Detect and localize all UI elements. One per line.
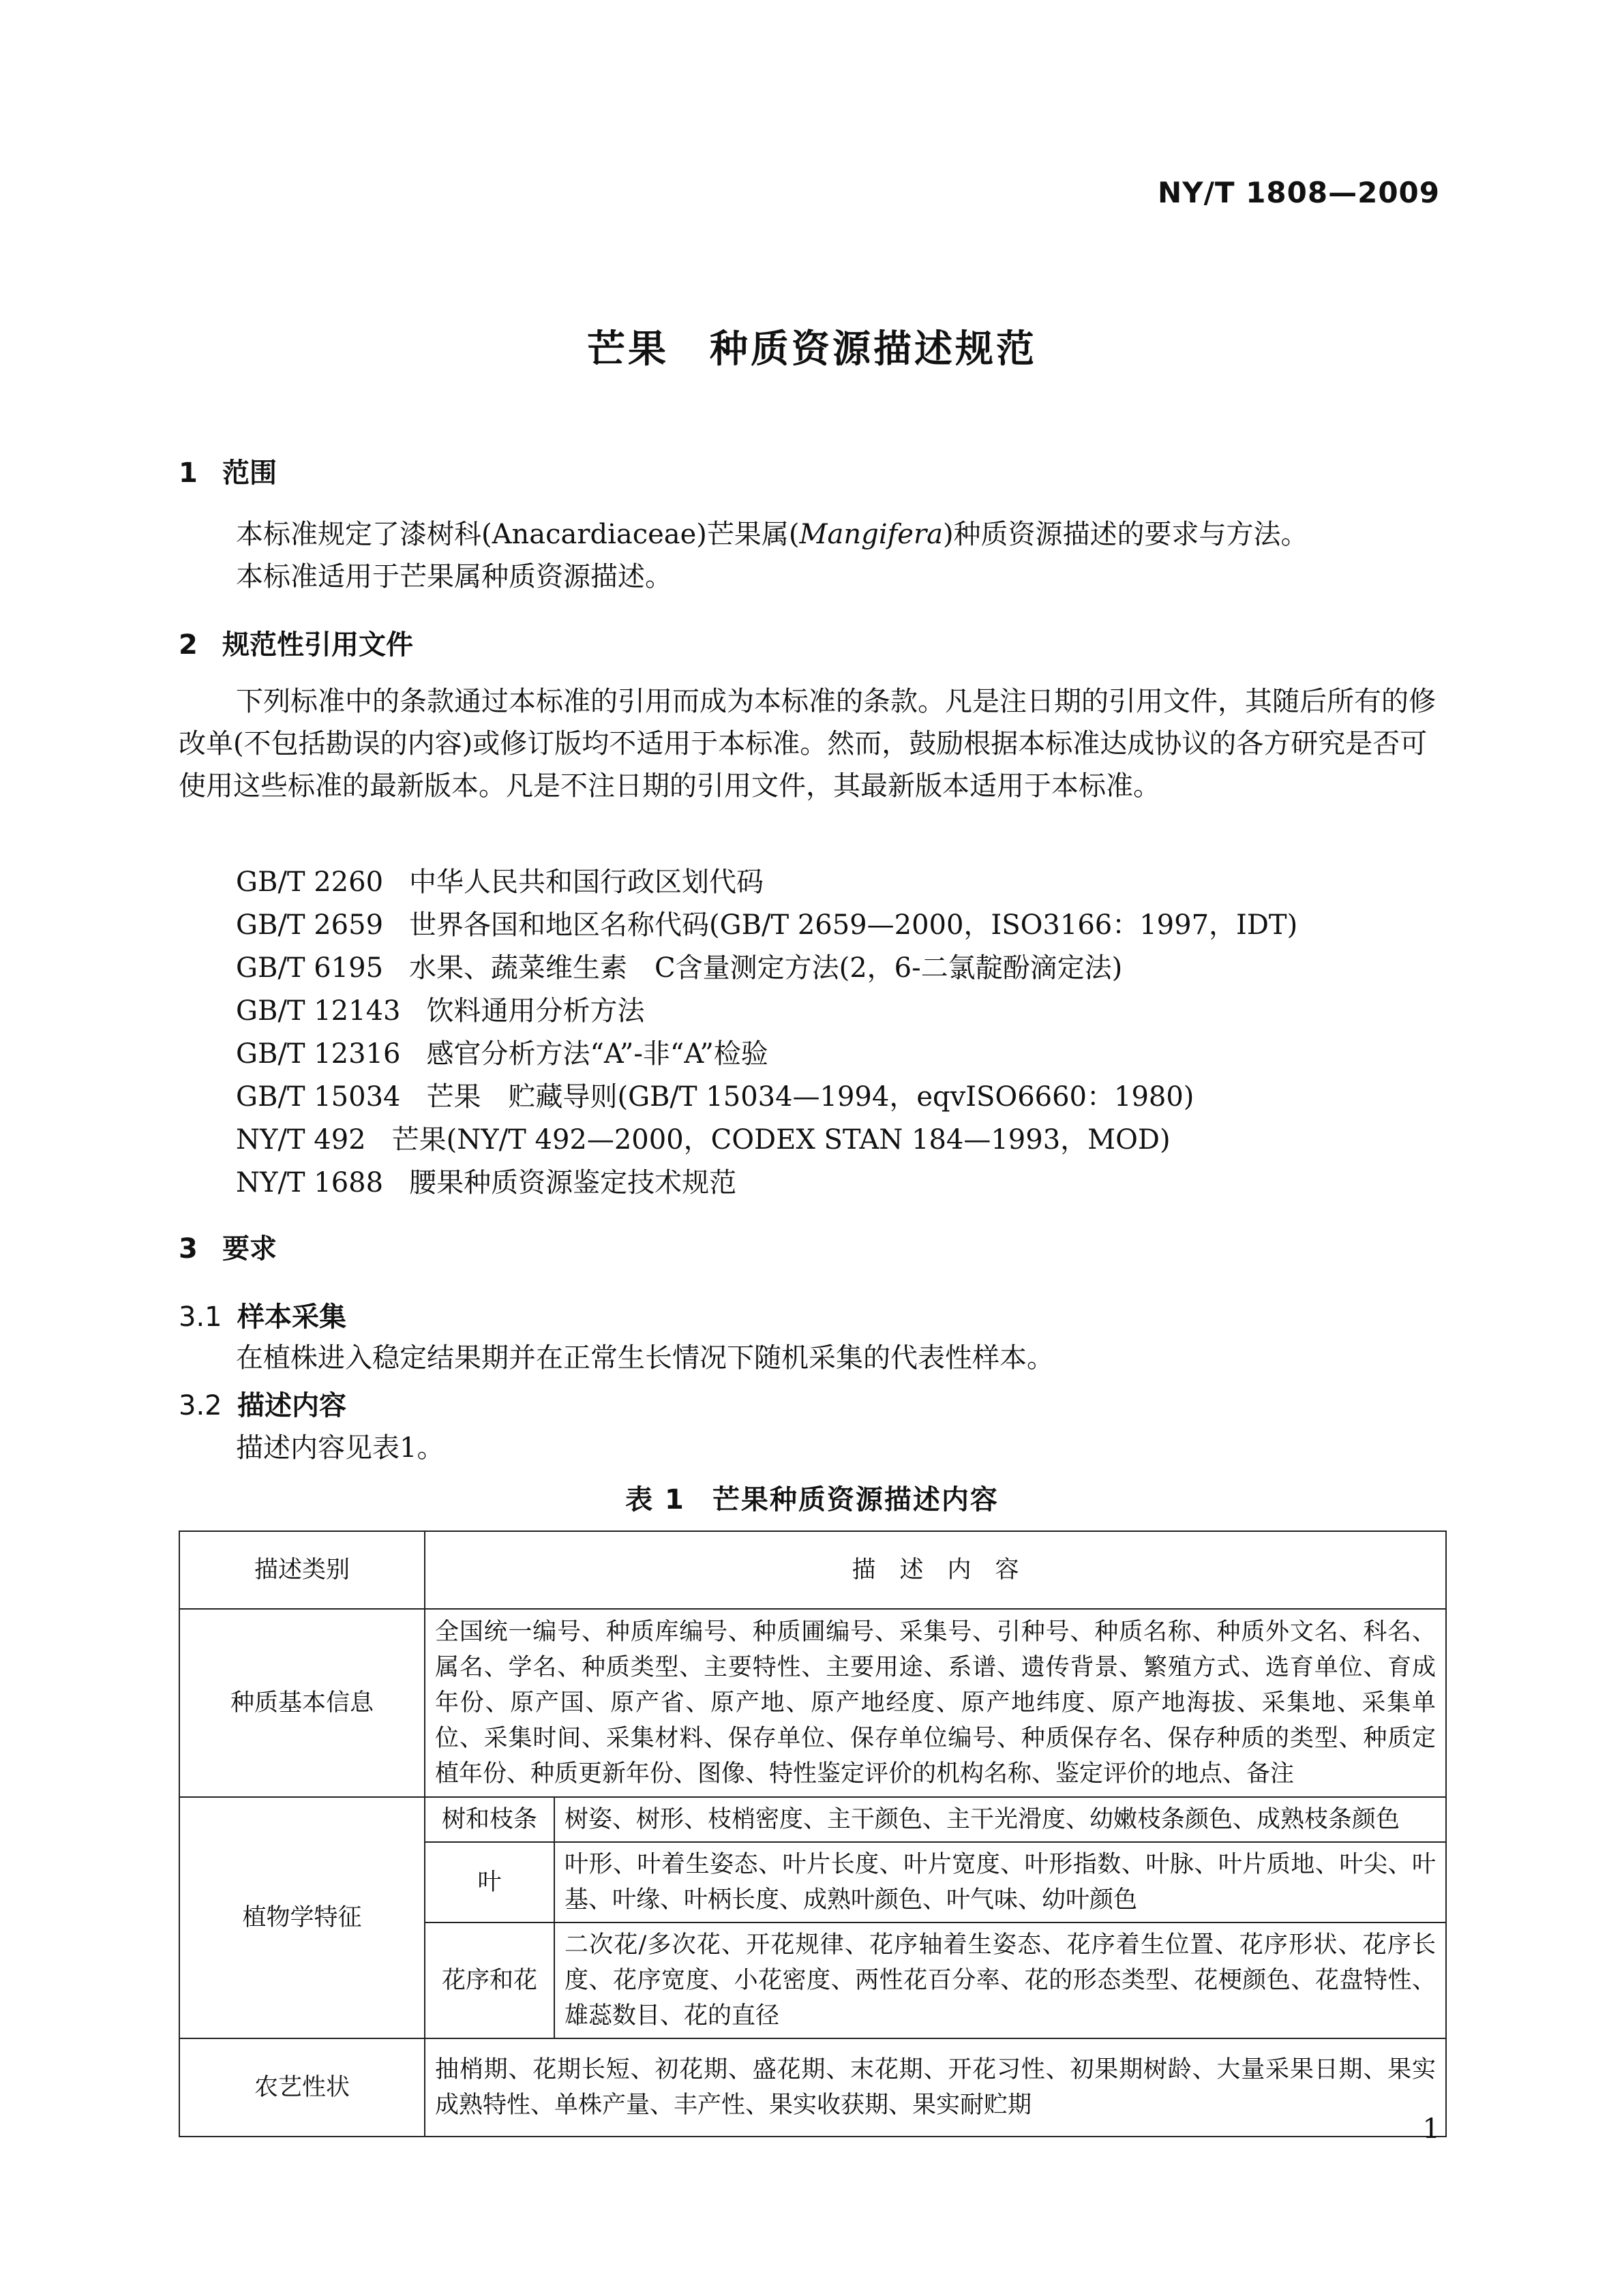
category-cell: 农艺性状 [179, 2038, 425, 2137]
reference-code: NY/T 492 [236, 1124, 366, 1156]
section-number: 3 [179, 1233, 198, 1265]
scope-paragraph-1 [236, 513, 1308, 552]
subsection-title: 描述内容 [237, 1390, 346, 1421]
reference-code: GB/T 6195 [236, 952, 384, 984]
page-number: 1 [1422, 2113, 1440, 2145]
reference-code: GB/T 15034 [236, 1081, 401, 1113]
description-text: 描述内容见表1。 [236, 1432, 445, 1464]
reference-item [236, 946, 1122, 985]
section-3-2-heading [179, 1384, 346, 1423]
content-cell: 抽梢期、花期长短、初花期、盛花期、末花期、开花习性、初果期树龄、大量采果日期、果实成熟特性、单株产量、丰产性、果实收获期、果实耐贮期 [425, 2038, 1446, 2137]
reference-code: NY/T 1688 [236, 1167, 384, 1198]
reference-title: 芒果(NY/T 492—2000，CODEX STAN 184—1993，MOD) [391, 1124, 1171, 1156]
subsection-title: 样本采集 [237, 1301, 346, 1333]
content-cell: 二次花/多次花、开花规律、花序轴着生姿态、花序着生位置、花序形状、花序长度、花序宽度、小花密度、两性花百分率、花的形态类型、花梗颜色、花盘特性、雄蕊数目、花的直径 [554, 1922, 1446, 2038]
reference-title: 世界各国和地区名称代码(GB/T 2659—2000，ISO3166：1997，IDT) [409, 909, 1298, 941]
subsection-number: 3.1 [179, 1301, 222, 1333]
section-2-heading [179, 623, 413, 662]
table-row [179, 2038, 1446, 2137]
reference-item [236, 1032, 768, 1071]
section-title: 范围 [222, 457, 277, 489]
reference-code: GB/T 12316 [236, 1038, 401, 1070]
reference-item [236, 1161, 736, 1200]
reference-code: GB/T 12143 [236, 995, 401, 1027]
subcategory-cell: 花序和花 [425, 1922, 554, 2038]
reference-item [236, 860, 764, 899]
standard-number: NY/T 1808—2009 [1158, 176, 1440, 209]
content-cell: 树姿、树形、枝梢密度、主干颜色、主干光滑度、幼嫩枝条颜色、成熟枝条颜色 [554, 1797, 1446, 1842]
scope-paragraph-2: 本标准适用于芒果属种质资源描述。 [236, 561, 672, 592]
section-3-heading [179, 1227, 277, 1266]
descriptor-table [179, 1530, 1447, 2137]
subsection-number: 3.2 [179, 1390, 222, 1421]
content-cell: 全国统一编号、种质库编号、种质圃编号、采集号、引种号、种质名称、种质外文名、科名、属名、学名、种质类型、主要特性、主要用途、系谱、遗传背景、繁殖方式、选育单位、育成年份、原产国、原产省、原产地、原产地经度、原产地纬度、原产地海拔、采集地、采集单位、采集时间、采集材料、保存单位、保存单位编号、种质保存名、保存种质的类型、种质定植年份、种质更新年份、图像、特性鉴定评价的机构名称、鉴定评价的地点、备注 [425, 1609, 1446, 1797]
reference-title: 水果、蔬菜维生素 C含量测定方法(2，6-二氯靛酚滴定法) [409, 952, 1123, 984]
reference-item [236, 903, 1297, 942]
table-row [179, 1797, 1446, 1842]
reference-code: GB/T 2659 [236, 909, 384, 941]
reference-title: 感官分析方法“A”-非“A”检验 [426, 1038, 768, 1070]
references-intro [179, 680, 1447, 807]
scope-text-end: )种质资源描述的要求与方法。 [942, 519, 1308, 550]
title-part-1: 芒果 [587, 327, 669, 372]
table-row [179, 1609, 1446, 1797]
section-title: 要求 [222, 1233, 277, 1265]
table-header-row [179, 1531, 1446, 1609]
section-title: 规范性引用文件 [222, 629, 413, 661]
section-number: 1 [179, 457, 198, 489]
table-caption-label: 表 1 [625, 1484, 685, 1516]
reference-title: 中华人民共和国行政区划代码 [409, 866, 764, 898]
document-title [0, 319, 1624, 374]
reference-item [236, 989, 644, 1028]
reference-code: GB/T 2260 [236, 866, 384, 898]
section-3-1-heading [179, 1295, 346, 1334]
header-content: 描 述 内 容 [425, 1531, 1446, 1609]
sampling-text: 在植株进入稳定结果期并在正常生长情况下随机采集的代表性样本。 [236, 1342, 1054, 1374]
content-cell: 叶形、叶着生姿态、叶片长度、叶片宽度、叶形指数、叶脉、叶片质地、叶尖、叶基、叶缘、叶柄长度、成熟叶颜色、叶气味、幼叶颜色 [554, 1842, 1446, 1922]
section-number: 2 [179, 629, 198, 661]
reference-item [236, 1075, 1194, 1114]
reference-item [236, 1118, 1171, 1157]
subcategory-cell: 树和枝条 [425, 1797, 554, 1842]
header-category: 描述类别 [179, 1531, 425, 1609]
category-cell: 植物学特征 [179, 1797, 425, 2038]
reference-title: 芒果 贮藏导则(GB/T 15034—1994，eqvISO6660：1980) [426, 1081, 1194, 1113]
table-caption-title: 芒果种质资源描述内容 [712, 1484, 999, 1516]
title-part-2: 种质资源描述规范 [710, 327, 1037, 372]
table-caption [0, 1478, 1624, 1517]
subcategory-cell: 叶 [425, 1842, 554, 1922]
references-intro-text: 下列标准中的条款通过本标准的引用而成为本标准的条款。凡是注日期的引用文件，其随后所有的修改单(不包括勘误的内容)或修订版均不适用于本标准。然而，鼓励根据本标准达成协议的各方研究是否可使用这些标准的最新版本。凡是不注日期的引用文件，其最新版本适用于本标准。 [179, 686, 1436, 802]
reference-title: 腰果种质资源鉴定技术规范 [409, 1167, 737, 1198]
category-cell: 种质基本信息 [179, 1609, 425, 1797]
section-1-heading [179, 451, 277, 490]
reference-title: 饮料通用分析方法 [426, 995, 645, 1027]
scope-text: 本标准规定了漆树科(Anacardiaceae)芒果属( [236, 519, 800, 550]
genus-name: Mangifera [799, 519, 943, 550]
